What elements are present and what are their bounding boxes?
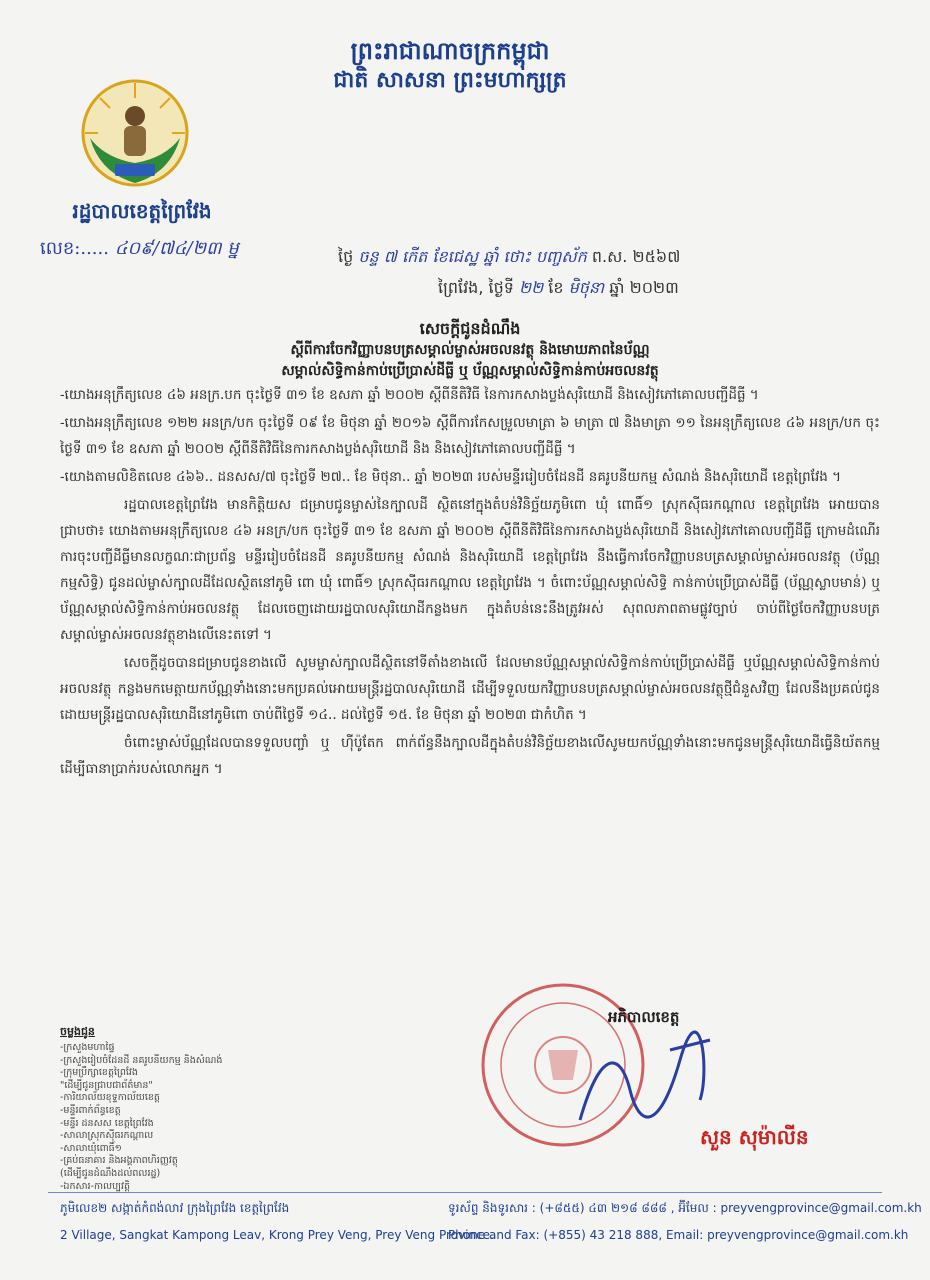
solar-month-prefix: ខែ: [548, 278, 564, 297]
cc-list: [60, 1042, 222, 1193]
notice-body: [60, 382, 880, 784]
solar-day: ២២: [518, 278, 544, 297]
cc-item: (ដើម្បីជូនដំណឹងដល់ពលរដ្ឋ): [60, 1167, 161, 1179]
solar-date-prefix: ព្រៃវែង, ថ្ងៃទី: [438, 278, 514, 297]
reference-prefix: លេខ:.....: [40, 238, 109, 259]
body-paragraph-1: រដ្ឋបាលខេត្តព្រៃវែង មានកិត្តិយស ជម្រាបជូនម្ចាស់នៃក្បាលដី ស្ថិតនៅក្នុងតំបន់វិនិច្ឆ័យភូមិពោ ឃុំ ពោធិ៍១ ស្រុកស៊ីធរកណ្តាល ខេត្តព្រៃវែង អោយបានជ្រាបថា៖ យោងតាមអនុក្រឹត្យលេខ ៤៦ អនក្រ/បក ចុះថ្ងៃទី ៣១ ខែ ឧសភា ឆ្នាំ ២០០២ ស្តីពីនីតិវិធីនៃការកសាងប្លង់សុរិយោដី និងសៀវភៅគោលបញ្ជីដីធ្លី ក្រោមដំណើរការចុះបញ្ជីដីធ្លីមានលក្ខណៈជាប្រព័ន្ធ មន្ទីររៀបចំដែនដី នគរូបនីយកម្ម សំណង់ និងសុរិយោដី ខេត្តព្រៃវែង នឹងធ្វើការចែកវិញ្ញាបនបត្រសម្គាល់ម្ចាស់អចលនវត្ថុ (ប័ណ្ណកម្មសិទ្ធិ) ជូនដល់ម្ចាស់ក្បាលដីដែលស្ថិតនៅភូមិ ពោ ឃុំ ពោធិ៍១ ស្រុកស៊ីធរកណ្តាល ខេត្តព្រៃវែង ។ ចំពោះប័ណ្ណសម្គាល់សិទ្ធិ កាន់កាប់ប្រើប្រាស់ដីធ្លី (ប័ណ្ណស្លាបមាន់) ឬ ប័ណ្ណសម្គាល់សិទ្ធិកាន់កាប់អចលនវត្ថុ ដែលចេញដោយរដ្ឋបាលសុរិយោដីកន្លងមក ក្នុងតំបន់នេះនឹងត្រូវអស់ សុពលភាពតាមផ្លូវច្បាប់ ចាប់ពីថ្ងៃចែកវិញ្ញាបនបត្រសម្គាល់ម្ចាស់អចលនវត្ថុខាងលើនេះតទៅ ។: [60, 497, 880, 643]
notice-title-subject-1: ស្តីពីការចែកវិញ្ញាបនបត្រសម្គាល់ម្ចាស់អចលនវត្ថុ និងមោឃភាពនៃប័ណ្ណ: [290, 342, 650, 358]
footer-address-english: 2 Village, Sangkat Kampong Leav, Krong Prey Veng, Prey Veng Province.: [60, 1228, 494, 1242]
kingdom-heading: [300, 36, 600, 94]
cc-item: "ដើម្បីជូនជ្រាបជាព័ត៌មាន": [60, 1079, 153, 1091]
footer-divider: [48, 1192, 882, 1193]
cc-item: -ក្រសួងរៀបចំដែនដី នគរូបនីយកម្ម និងសំណង់: [60, 1054, 223, 1066]
province-logo: [80, 78, 190, 188]
solar-date: [438, 277, 679, 301]
legal-reference-1: -យោងអនុក្រឹត្យលេខ ៤៦ អនក្រ.បក ចុះថ្ងៃទី ៣១ ខែ ឧសភា ឆ្នាំ ២០០២ ស្តីពីនីតិវិធី នៃការកសាងប្លង់សុរិយោដី និងសៀវភៅគោលបញ្ជីដីធ្លី ។: [60, 387, 759, 403]
body-paragraph-3: ចំពោះម្ចាស់ប័ណ្ណដែលបានទទួលបញ្ចាំ ឬ ហ៊ីប៉ូតែក ពាក់ព័ន្ធនឹងក្បាលដីក្នុងតំបន់វិនិច្ឆ័យខាងលើសូមយកប័ណ្ណទាំងនោះមកជូនមន្ត្រីសុរិយោដីធ្វើនិយ័តកម្មដើម្បីធានាប្រាក់របស់លោកអ្នក ។: [60, 735, 880, 777]
notice-title-main: សេចក្តីជូនដំណឹង: [419, 319, 521, 338]
solar-month: មិថុនា: [568, 278, 605, 297]
notice-title: [150, 318, 790, 382]
cc-item: -គ្រប់ធនាគារ និងអង្គភាពហិរញ្ញវត្ថុ: [60, 1155, 178, 1167]
cc-heading: ចម្លងជូន: [60, 1025, 95, 1038]
issuing-authority: រដ្ឋបាលខេត្តព្រៃវែង: [72, 199, 212, 223]
lunar-date-suffix: ព.ស. ២៥៦៧: [591, 247, 681, 266]
lunar-date: [338, 246, 680, 270]
reference-handwritten: ៤០៩/៧៤/២៣ ម្ន: [114, 238, 239, 259]
footer-contact-english: Phone and Fax: (+855) 43 218 888, Email: preyvengprovince@gmail.com.kh: [448, 1228, 909, 1242]
footer-address-khmer: ភូមិលេខ២ សង្កាត់កំពង់លាវ ក្រុងព្រៃវែង ខេត្តព្រៃវែង: [60, 1201, 290, 1215]
cc-item: -មន្ទីរ ដនសស ខេត្តព្រៃវែង: [60, 1117, 154, 1129]
cc-item: -ក្រុមប្រឹក្សាខេត្តព្រៃវែង: [60, 1067, 138, 1079]
cc-item: -ការិយាល័យខុទ្ទកាល័យខេត្ត: [60, 1092, 160, 1104]
solar-year: ២០២៣: [629, 278, 679, 297]
body-paragraph-2: សេចក្តីដូចបានជម្រាបជូនខាងលើ សូមម្ចាស់ក្បាលដីស្ថិតនៅទីតាំងខាងលើ ដែលមានប័ណ្ណសម្គាល់សិទ្ធិកាន់កាប់ប្រើប្រាស់ដីធ្លី ឬប័ណ្ណសម្គាល់សិទ្ធិកាន់កាប់អចលនវត្ថុ កន្លងមកមេត្តាយកប័ណ្ណទាំងនោះមកប្រគល់អោយមន្ត្រីរដ្ឋបាលសុរិយោដី ដើម្បីទទួលយកវិញ្ញាបនបត្រសម្គាល់ម្ចាស់អចលនវត្ថុថ្មីជំនួសវិញ ដែលនឹងប្រគល់ជូនដោយមន្ត្រីរដ្ឋបាលសុរិយោដីនៅភូមិពោ ចាប់ពីថ្ងៃទី ១៤.. ដល់ថ្ងៃទី ១៥. ខែ មិថុនា ឆ្នាំ ២០២៣ ជាកំហិត ។: [60, 655, 880, 723]
footer-contact-khmer: ទូរស័ព្ទ និងទូរសារ : (+៨៥៥) ៤៣ ២១៨ ៨៨៨ , អ៊ីមែល : preyvengprovince@gmail.com.kh: [448, 1201, 922, 1215]
signatory-title: អភិបាលខេត្ត: [608, 1008, 680, 1026]
legal-reference-3: -យោងតាមលិខិតលេខ ៤៦៦.. ដនសស/៧ ចុះថ្ងៃទី ២៧.. ខែ មិថុនា.. ឆ្នាំ ២០២៣ របស់មន្ទីររៀបចំដែនដី នគរូបនីយកម្ម សំណង់ និងសុរិយោដី ខេត្តព្រៃវែង ។: [60, 469, 842, 485]
notice-title-subject-2: សម្គាល់សិទ្ធិកាន់កាប់ប្រើប្រាស់ដីធ្លី ឬ ប័ណ្ណសម្គាល់សិទ្ធិកាន់កាប់អចលនវត្ថុ: [281, 363, 659, 379]
cc-item: -ក្រសួងមហាផ្ទៃ: [60, 1042, 115, 1053]
lunar-date-prefix: ថ្ងៃ: [338, 247, 354, 266]
cc-item: -សាលាឃុំពោធិ៍១: [60, 1142, 122, 1154]
cc-item: -មន្ទីរពាក់ព័ន្ធខេត្ត: [60, 1104, 121, 1116]
national-motto: ជាតិ សាសនា ព្រះមហាក្សត្រ: [333, 67, 567, 93]
cc-item: -ឯកសារ-កាលប្បវត្តិ: [60, 1180, 130, 1192]
signatory-name: សួន សុម៉ាលីន: [700, 1125, 809, 1149]
reference-number: [40, 236, 239, 263]
cc-item: -សាលាស្រុកស៊ីធរកណ្តាល: [60, 1130, 154, 1142]
kingdom-title: ព្រះរាជាណាចក្រកម្ពុជា: [350, 36, 550, 65]
handwritten-signature: [560, 1030, 720, 1140]
legal-reference-2: -យោងអនុក្រឹត្យលេខ ១២២ អនក្រ/បក ចុះថ្ងៃទី ០៩ ខែ មិថុនា ឆ្នាំ ២០១៦ ស្តីពីការកែសម្រួលមាត្រា ៦ មាត្រា ៧ និងមាត្រា ១១ នៃអនុក្រឹត្យលេខ ៤៦ អនក្រ/បក ចុះថ្ងៃទី ៣១ ខែ ឧសភា ឆ្នាំ ២០០២ ស្តីពីនីតិវិធីនៃការកសាងប្លង់សុរិយោដី និង និងសៀវភៅគោលបញ្ជីដីធ្លី ។: [60, 415, 880, 457]
lunar-date-handwritten: ចន្ទ ៧ កើត ខែជេស្ឋ ឆ្នាំ ថោះ បញ្ចស័ក: [358, 247, 587, 266]
solar-year-prefix: ឆ្នាំ: [609, 278, 625, 297]
